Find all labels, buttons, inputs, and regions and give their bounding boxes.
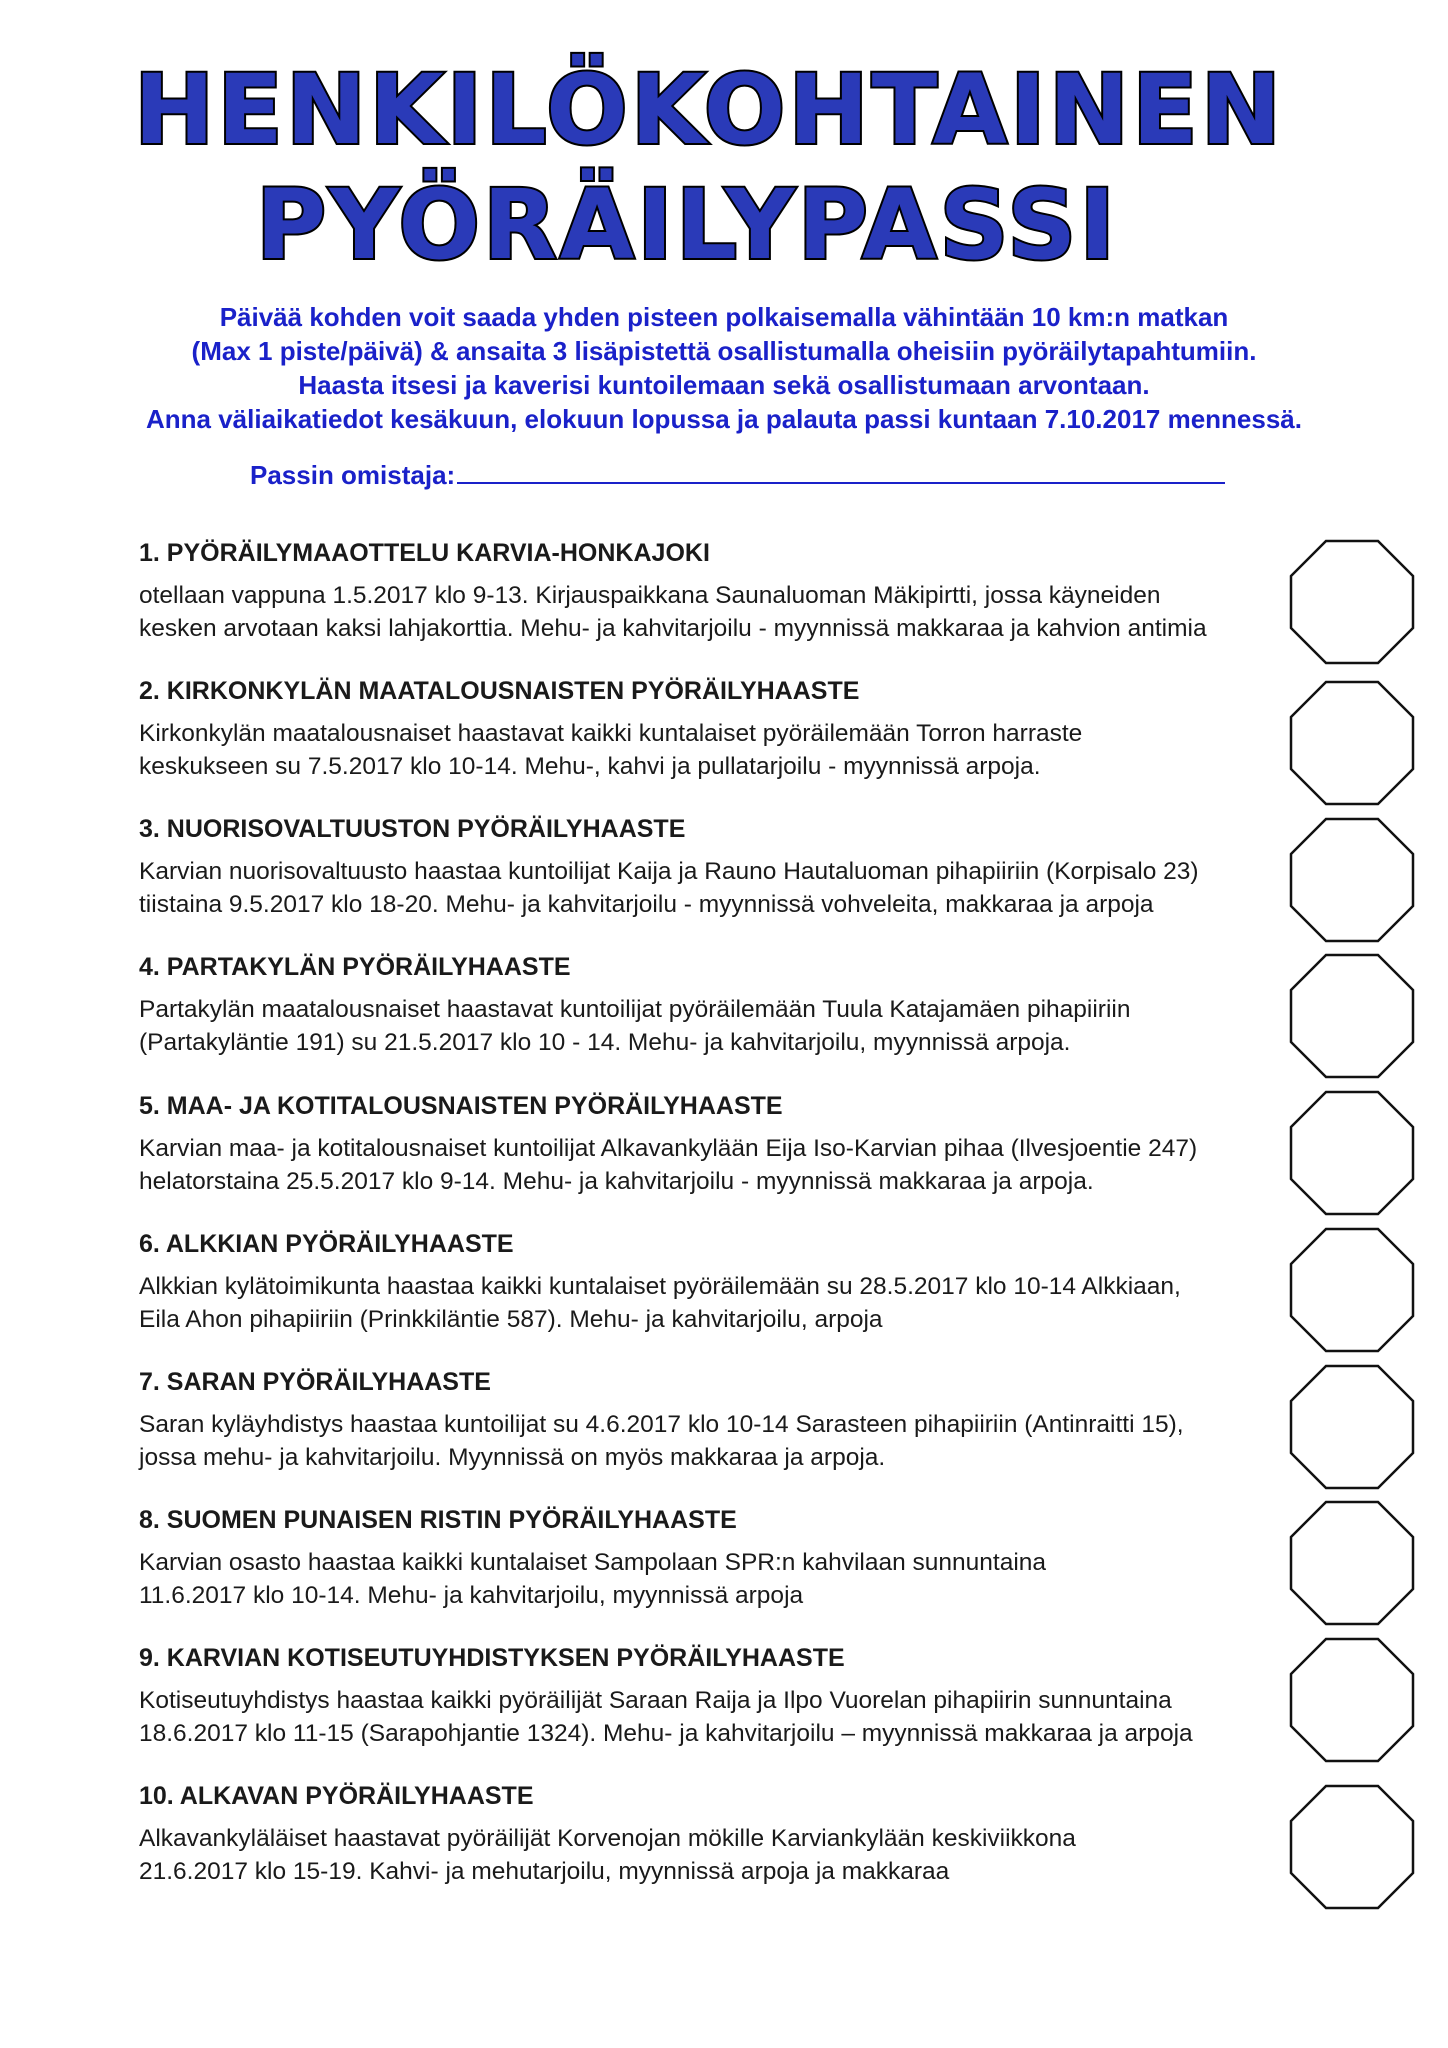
event-description-line-1: otellaan vappuna 1.5.2017 klo 9-13. Kirjauspaikkana Saunaluoman Mäkipirtti, jossa käyneiden <box>139 582 1161 609</box>
event-description <box>139 1132 1299 1198</box>
event-description-line-2: 11.6.2017 klo 10-14. Mehu- ja kahvitarjoilu, myynnissä arpoja <box>139 1582 804 1609</box>
event-item <box>139 1228 1299 1336</box>
event-description <box>139 855 1299 921</box>
event-item <box>139 951 1299 1059</box>
event-item <box>139 1504 1299 1612</box>
event-title: 1. PYÖRÄILYMAAOTTELU KARVIA-HONKAJOKI <box>139 539 710 567</box>
octagon-stamp-icon[interactable] <box>1289 539 1415 665</box>
octagon-stamp-icon[interactable] <box>1289 1364 1415 1490</box>
event-description-line-2: kesken arvotaan kaksi lahjakorttia. Mehu- ja kahvitarjoilu - myynnissä makkaraa ja kahvion antimia <box>139 615 1207 642</box>
event-item <box>139 1366 1299 1474</box>
event-description <box>139 579 1299 645</box>
event-description-line-2: keskukseen su 7.5.2017 klo 10-14. Mehu-, kahvi ja pullatarjoilu - myynnissä arpoja. <box>139 753 1041 780</box>
event-description-line-1: Saran kyläyhdistys haastaa kuntoilijat su 4.6.2017 klo 10-14 Sarasteen pihapiiriin (Antinraitti 15), <box>139 1411 1184 1438</box>
event-description <box>139 717 1299 783</box>
event-item <box>139 1780 1299 1888</box>
intro-text <box>0 300 1448 436</box>
event-description-line-2: 18.6.2017 klo 11-15 (Sarapohjantie 1324). Mehu- ja kahvitarjoilu – myynnissä makkaraa ja arpoja <box>139 1720 1193 1747</box>
event-title: 3. NUORISOVALTUUSTON PYÖRÄILYHAASTE <box>139 815 686 843</box>
event-description <box>139 1546 1299 1612</box>
intro-line-4: Anna väliaikatiedot kesäkuun, elokuun lopussa ja palauta passi kuntaan 7.10.2017 mennessä. <box>145 404 1302 434</box>
event-description-line-2: tiistaina 9.5.2017 klo 18-20. Mehu- ja kahvitarjoilu - myynnissä vohveleita, makkaraa ja arpoja <box>139 891 1154 918</box>
passport-owner-field <box>250 458 1225 492</box>
event-description-line-1: Karvian nuorisovaltuusto haastaa kuntoilijat Kaija ja Rauno Hautaluoman pihapiiriin (Korpisalo 23) <box>139 858 1199 885</box>
owner-label: Passin omistaja: <box>250 460 456 490</box>
octagon-stamp-icon[interactable] <box>1289 1500 1415 1626</box>
event-description-line-1: Karvian maa- ja kotitalousnaiset kuntoilijat Alkavankylään Eija Iso-Karvian pihaa (Ilvesjoentie 247) <box>139 1135 1198 1162</box>
event-description-line-1: Kotiseutuyhdistys haastaa kaikki pyöräilijät Saraan Raija ja Ilpo Vuorelan pihapiirin sunnuntaina <box>139 1687 1172 1714</box>
intro-line-2: (Max 1 piste/päivä) & ansaita 3 lisäpistettä osallistumalla oheisiin pyöräilytapahtumiin. <box>191 336 1257 366</box>
event-description <box>139 1408 1299 1474</box>
event-item <box>139 1642 1299 1750</box>
event-item <box>139 537 1299 645</box>
octagon-stamp-icon[interactable] <box>1289 817 1415 943</box>
event-title: 4. PARTAKYLÄN PYÖRÄILYHAASTE <box>139 953 571 981</box>
event-description <box>139 1684 1299 1750</box>
event-description <box>139 993 1299 1059</box>
event-description-line-2: 21.6.2017 klo 15-19. Kahvi- ja mehutarjoilu, myynnissä arpoja ja makkaraa <box>139 1858 950 1885</box>
event-description-line-2: jossa mehu- ja kahvitarjoilu. Myynnissä on myös makkaraa ja arpoja. <box>139 1444 886 1471</box>
event-description-line-1: Partakylän maatalousnaiset haastavat kuntoilijat pyöräilemään Tuula Katajamäen pihapiiriin <box>139 996 1131 1023</box>
event-description-line-1: Kirkonkylän maatalousnaiset haastavat kaikki kuntalaiset pyöräilemään Torron harraste <box>139 720 1083 747</box>
octagon-stamp-icon[interactable] <box>1289 1090 1415 1216</box>
event-title: 7. SARAN PYÖRÄILYHAASTE <box>139 1368 491 1396</box>
event-title: 8. SUOMEN PUNAISEN RISTIN PYÖRÄILYHAASTE <box>139 1506 737 1534</box>
event-description <box>139 1270 1299 1336</box>
event-description-line-1: Alkkian kylätoimikunta haastaa kaikki kuntalaiset pyöräilemään su 28.5.2017 klo 10-14 Alkkiaan, <box>139 1273 1181 1300</box>
intro-line-3: Haasta itsesi ja kaverisi kuntoilemaan sekä osallistumaan arvontaan. <box>298 370 1150 400</box>
event-title: 6. ALKKIAN PYÖRÄILYHAASTE <box>139 1230 514 1258</box>
event-title: 10. ALKAVAN PYÖRÄILYHAASTE <box>139 1782 534 1810</box>
event-item <box>139 1090 1299 1198</box>
event-description-line-1: Karvian osasto haastaa kaikki kuntalaiset Sampolaan SPR:n kahvilaan sunnuntaina <box>139 1549 1047 1576</box>
octagon-stamp-icon[interactable] <box>1289 1637 1415 1763</box>
octagon-stamp-icon[interactable] <box>1289 1227 1415 1353</box>
owner-name-line[interactable] <box>457 458 1225 484</box>
event-description-line-1: Alkavankyläläiset haastavat pyöräilijät Korvenojan mökille Karviankylään keskiviikkona <box>139 1825 1076 1852</box>
octagon-stamp-icon[interactable] <box>1289 953 1415 1079</box>
event-item <box>139 813 1299 921</box>
intro-line-1: Päivää kohden voit saada yhden pisteen polkaisemalla vähintään 10 km:n matkan <box>219 302 1229 332</box>
octagon-stamp-icon[interactable] <box>1289 680 1415 806</box>
event-description <box>139 1822 1299 1888</box>
page-title-line-2: PYÖRÄILYPASSI <box>255 169 1119 281</box>
event-title: 2. KIRKONKYLÄN MAATALOUSNAISTEN PYÖRÄILYHAASTE <box>139 677 860 705</box>
event-item <box>139 675 1299 783</box>
octagon-stamp-icon[interactable] <box>1289 1784 1415 1910</box>
event-description-line-2: (Partakyläntie 191) su 21.5.2017 klo 10 - 14. Mehu- ja kahvitarjoilu, myynnissä arpoja. <box>139 1029 1071 1056</box>
event-description-line-2: helatorstaina 25.5.2017 klo 9-14. Mehu- ja kahvitarjoilu - myynnissä makkaraa ja arpoja. <box>139 1168 1094 1195</box>
page-title-line-1: HENKILÖKOHTAINEN <box>133 54 1285 166</box>
event-title: 9. KARVIAN KOTISEUTUYHDISTYKSEN PYÖRÄILYHAASTE <box>139 1644 845 1672</box>
event-title: 5. MAA- JA KOTITALOUSNAISTEN PYÖRÄILYHAASTE <box>139 1092 783 1120</box>
event-description-line-2: Eila Ahon pihapiiriin (Prinkkiläntie 587). Mehu- ja kahvitarjoilu, arpoja <box>139 1306 883 1333</box>
